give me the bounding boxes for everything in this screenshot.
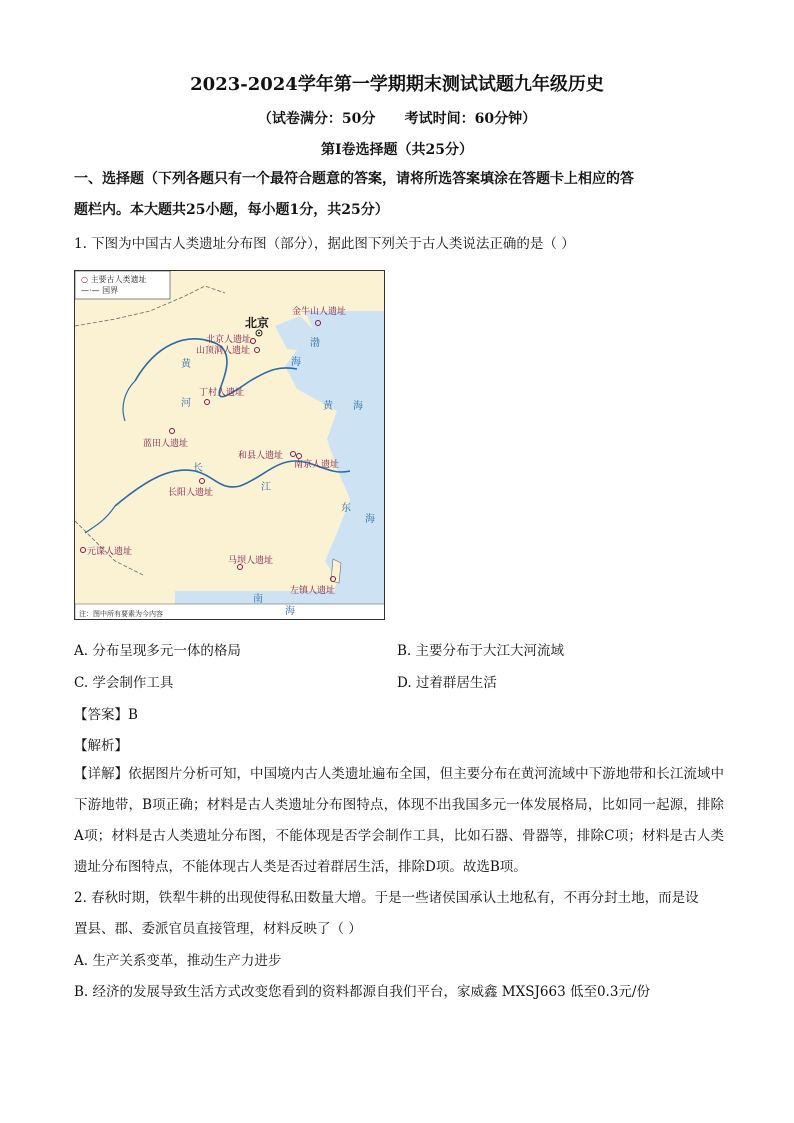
sea-label-hai-4: 海 <box>285 606 295 617</box>
sea-label-huang: 黄 <box>323 401 333 412</box>
option-a: A. 分布呈现多元一体的格局 <box>74 643 241 659</box>
instruction-line-2: 题栏内。本大题共25小题，每小题1分，共25分） <box>74 202 389 218</box>
question-1-stem: 1. 下图为中国古人类遗址分布图（部分），据此图下列关于古人类说法正确的是（ ） <box>74 236 575 252</box>
river-label-chang: 长 <box>193 463 203 474</box>
site-maba <box>228 554 273 570</box>
answer-label: 【答案】B <box>74 707 138 723</box>
river-label-jiang: 江 <box>261 482 271 493</box>
site-jinniushan <box>292 305 346 326</box>
capital-beijing-label: 北京 <box>245 316 270 330</box>
legend-site-label: 主要古人类遗址 <box>90 275 147 284</box>
question-2-line-2: 置县、郡、委派官员直接管理，材料反映了（ ） <box>74 921 362 937</box>
svg-text:山顶洞人遗址: 山顶洞人遗址 <box>196 346 251 356</box>
sea-label-hai-3: 海 <box>365 514 375 525</box>
site-yuanmou <box>81 545 133 557</box>
sea-label-bo: 渤 <box>310 338 320 349</box>
question-2-option-b: B. 经济的发展导致生活方式改变您看到的资料都源自我们平台，家威鑫 MXSJ663 低至0.3元/份 <box>74 984 650 1000</box>
svg-text:长阳人遗址: 长阳人遗址 <box>168 488 214 498</box>
svg-text:元谋人遗址: 元谋人遗址 <box>87 547 133 557</box>
ancient-sites-map <box>74 270 385 620</box>
site-beijingren <box>206 333 256 345</box>
svg-text:丁村人遗址: 丁村人遗址 <box>199 388 245 398</box>
option-d: D. 过着群居生活 <box>397 675 497 691</box>
sea-label-dong: 东 <box>341 503 351 514</box>
question-1-detail: 【详解】依据图片分析可知，中国境内古人类遗址遍布全国，但主要分布在黄河流域中下游地带和长江流域中下游地带，B项正确；材料是古人类遗址分布图特点，体现不出我国多元一体发展格局，比如同一起源，排除A项；材料是古人类遗址分布图，不能体现是否学会制作工具，比如石器、骨器等，排除C项；材料是古人类遗址分布图特点，不能体现古人类是否过着群居生活，排除D项。故选B项。 <box>74 766 724 875</box>
svg-text:金牛山人遗址: 金牛山人遗址 <box>292 307 347 317</box>
section-heading: 第Ⅰ卷选择题（共25分） <box>320 142 474 158</box>
map-note: 注：图中所有要素为今内容 <box>79 610 163 618</box>
site-changyang <box>168 479 213 499</box>
instruction-line-1: 一、选择题（下列各题只有一个最符合题意的答案，请将所选答案填涂在答题卡上相应的答 <box>74 171 634 187</box>
question-2-option-a: A. 生产关系变革，推动生产力进步 <box>74 953 282 969</box>
sea-label-nan: 南 <box>253 594 263 605</box>
exam-subtitle: （试卷满分：50分 考试时间：60分钟） <box>257 111 537 127</box>
question-2-line-1: 2. 春秋时期，铁犁牛耕的出现使得私田数量大增。于是一些诸侯国承认土地私有，不再分封土地，而是设 <box>74 890 699 906</box>
river-label-huang: 黄 <box>181 359 191 370</box>
legend: ○ 主要古人类遗址 —·— 国界 <box>81 275 147 295</box>
svg-text:左镇人遗址: 左镇人遗址 <box>290 586 336 596</box>
site-zuozhen <box>290 577 336 597</box>
option-b: B. 主要分布于大江大河流域 <box>397 643 565 659</box>
site-shandingdong <box>196 344 260 356</box>
site-dingcun <box>199 386 244 405</box>
analysis-label: 【解析】 <box>74 738 128 754</box>
river-label-he: 河 <box>181 398 191 409</box>
site-lantian <box>143 429 188 450</box>
svg-text:和县人遗址: 和县人遗址 <box>238 451 284 461</box>
site-nanjing <box>294 454 339 471</box>
sea-label-hai-2: 海 <box>353 401 363 412</box>
option-c: C. 学会制作工具 <box>74 675 174 691</box>
svg-text:蓝田人遗址: 蓝田人遗址 <box>143 439 189 449</box>
svg-text:马坝人遗址: 马坝人遗址 <box>228 556 274 566</box>
exam-title: 2023-2024学年第一学期期末测试试题九年级历史 <box>190 74 604 95</box>
svg-text:南京人遗址: 南京人遗址 <box>294 460 340 470</box>
svg-text:北京人遗址: 北京人遗址 <box>206 335 252 345</box>
site-hexian <box>238 449 296 461</box>
sea-label-hai-1: 海 <box>291 357 301 368</box>
legend-border-label: 国界 <box>102 286 119 295</box>
